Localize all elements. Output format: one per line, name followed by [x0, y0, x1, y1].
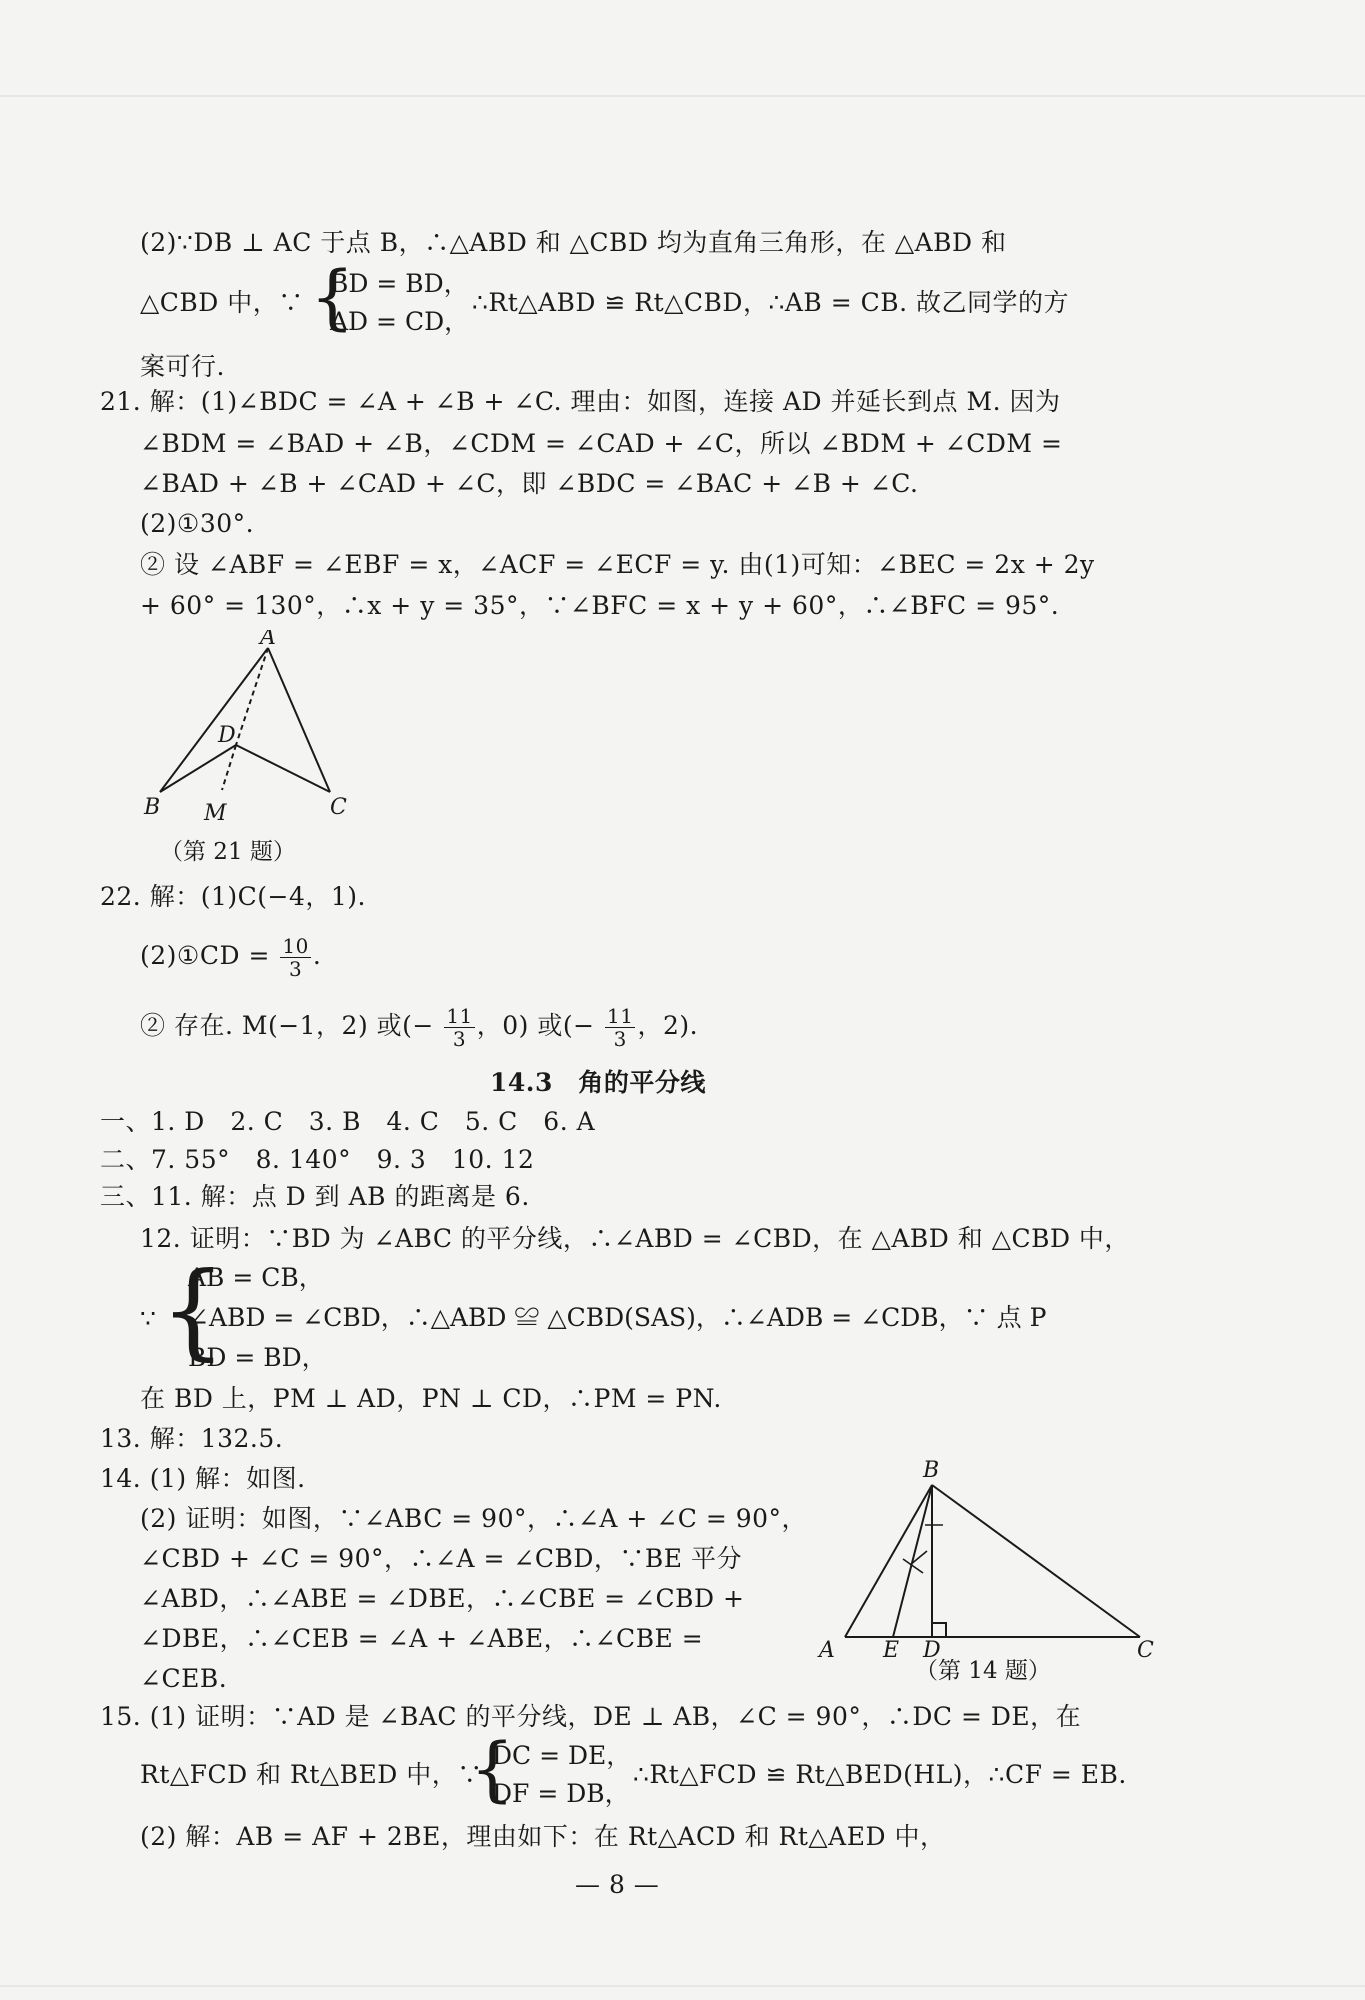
q15-line-3: (2) 解：AB = AF + 2BE，理由如下：在 Rt△ACD 和 Rt△AED 中，	[140, 1822, 946, 1851]
brace-symbol: {	[310, 256, 355, 338]
q21-line-1: 21. 解：(1)∠BDC = ∠A + ∠B + ∠C. 理由：如图，连接 AD 并延长到点 M. 因为	[100, 387, 1061, 416]
fraction-11-3-b	[605, 1005, 635, 1050]
q20-line-3: 案可行.	[140, 352, 225, 381]
q21-line-2: ∠BDM = ∠BAD + ∠B，∠CDM = ∠CAD + ∠C，所以 ∠BDM + ∠CDM =	[140, 429, 1063, 458]
fig21-label-b: B	[144, 795, 161, 820]
q20-line-2-end: ∴Rt△ABD ≌ Rt△CBD，∴AB = CB. 故乙同学的方	[472, 288, 1070, 317]
q22-exists-mid: ，0) 或(−	[476, 1011, 595, 1040]
fig21-label-m: M	[204, 801, 227, 826]
q21-line-6: + 60° = 130°，∴x + y = 35°，∵∠BFC = x + y + 60°，∴∠BFC = 95°.	[140, 591, 1060, 620]
q12-line-1: 12. 证明：∵BD 为 ∠ABC 的平分线，∴∠ABD = ∠CBD，在 △ABD 和 △CBD 中，	[140, 1224, 1130, 1253]
q12-brace-line-2: ∠ABD = ∠CBD，∴△ABD ≌ △CBD(SAS)，∴∠ADB = ∠CDB，∵ 点 P	[188, 1303, 1047, 1332]
q22-exists-text: ② 存在. M(−1，2) 或(−	[140, 1011, 434, 1040]
figure-21	[140, 630, 380, 830]
brace-symbol: {	[160, 1249, 227, 1371]
fig14-caption: （第 14 题）	[915, 1658, 1051, 1684]
fig14-label-b: B	[923, 1458, 940, 1483]
section-title: 14.3 角的平分线	[490, 1068, 706, 1097]
q20-brace-line-1: BD = BD，	[330, 269, 469, 298]
fraction-denominator: 3	[452, 1027, 467, 1051]
q22-line-1: 22. 解：(1)C(−4，1).	[100, 882, 366, 911]
q21-line-3: ∠BAD + ∠B + ∠CAD + ∠C，即 ∠BDC = ∠BAC + ∠B + ∠C.	[140, 469, 919, 498]
fraction-numerator: 10	[282, 934, 309, 958]
q14-line-1: 14. (1) 解：如图.	[100, 1464, 306, 1493]
q21-line-4: (2)①30°.	[140, 509, 255, 538]
fig21-label-a: A	[260, 630, 276, 650]
q15-brace-line-2: DF = DB，	[492, 1779, 630, 1808]
q14-line-6: ∠CEB.	[140, 1664, 228, 1693]
q13: 13. 解：132.5.	[100, 1424, 284, 1453]
q20-brace-line-2: AD = CD，	[330, 307, 470, 336]
q14-line-2: (2) 证明：如图，∵∠ABC = 90°，∴∠A + ∠C = 90°，	[140, 1504, 808, 1533]
brace-symbol: {	[470, 1728, 515, 1810]
q14-line-3: ∠CBD + ∠C = 90°，∴∠A = ∠CBD，∵BE 平分	[140, 1544, 742, 1573]
q14-line-4: ∠ABD，∴∠ABE = ∠DBE，∴∠CBE = ∠CBD +	[140, 1584, 745, 1613]
fig14-label-e: E	[883, 1638, 900, 1663]
page-number: — 8 —	[575, 1870, 660, 1899]
q12-brace-line-3: BD = BD，	[188, 1343, 327, 1372]
figure-14	[815, 1455, 1175, 1665]
fraction-numerator: 11	[446, 1004, 473, 1028]
q15-line-1: 15. (1) 证明：∵AD 是 ∠BAC 的平分线，DE ⊥ AB，∠C = 90°，∴DC = DE，在	[100, 1702, 1082, 1731]
q12-because: ∵	[140, 1304, 157, 1333]
q22-period: .	[312, 941, 322, 970]
fig14-label-d: D	[923, 1638, 941, 1663]
bleed-through-line	[0, 1985, 1365, 1987]
q22-cd-label: (2)①CD =	[140, 941, 270, 970]
q12-brace-line-1: AB = CB，	[188, 1263, 324, 1292]
fraction-10-3	[280, 935, 310, 980]
fraction-numerator: 11	[607, 1004, 634, 1028]
fraction-11-3-a	[444, 1005, 474, 1050]
fig21-label-c: C	[330, 795, 347, 820]
q15-line-2-start: Rt△FCD 和 Rt△BED 中，∵	[140, 1760, 483, 1789]
q22-exists-end: ，2).	[637, 1011, 699, 1040]
q20-line-2-start: △CBD 中，∵	[140, 288, 304, 317]
section-part-3: 三、11. 解：点 D 到 AB 的距离是 6.	[100, 1182, 530, 1211]
fig21-label-d: D	[218, 723, 236, 748]
section-part-2: 二、7. 55° 8. 140° 9. 3 10. 12	[100, 1145, 535, 1174]
fraction-denominator: 3	[613, 1027, 627, 1051]
q22-line-3	[140, 1005, 698, 1050]
section-part-1: 一、1. D 2. C 3. B 4. C 5. C 6. A	[100, 1107, 596, 1136]
q12-line-2: 在 BD 上，PM ⊥ AD，PN ⊥ CD，∴PM = PN.	[140, 1384, 722, 1413]
fig21-caption: （第 21 题）	[160, 839, 296, 865]
q22-line-2	[140, 935, 321, 980]
fraction-denominator: 3	[288, 957, 303, 981]
q15-brace-line-1: DC = DE，	[492, 1741, 632, 1770]
q20-line-1: (2)∵DB ⊥ AC 于点 B，∴△ABD 和 △CBD 均为直角三角形，在 △ABD 和	[140, 228, 1007, 257]
q15-line-2-end: ∴Rt△FCD ≌ Rt△BED(HL)，∴CF = EB.	[633, 1760, 1127, 1789]
q21-line-5: ② 设 ∠ABF = ∠EBF = x，∠ACF = ∠ECF = y. 由(1)可知：∠BEC = 2x + 2y	[140, 550, 1095, 579]
fig14-label-a: A	[819, 1638, 835, 1663]
fig14-label-c: C	[1137, 1638, 1154, 1663]
q14-line-5: ∠DBE，∴∠CEB = ∠A + ∠ABE，∴∠CBE =	[140, 1624, 704, 1653]
bleed-through-line	[0, 95, 1365, 97]
